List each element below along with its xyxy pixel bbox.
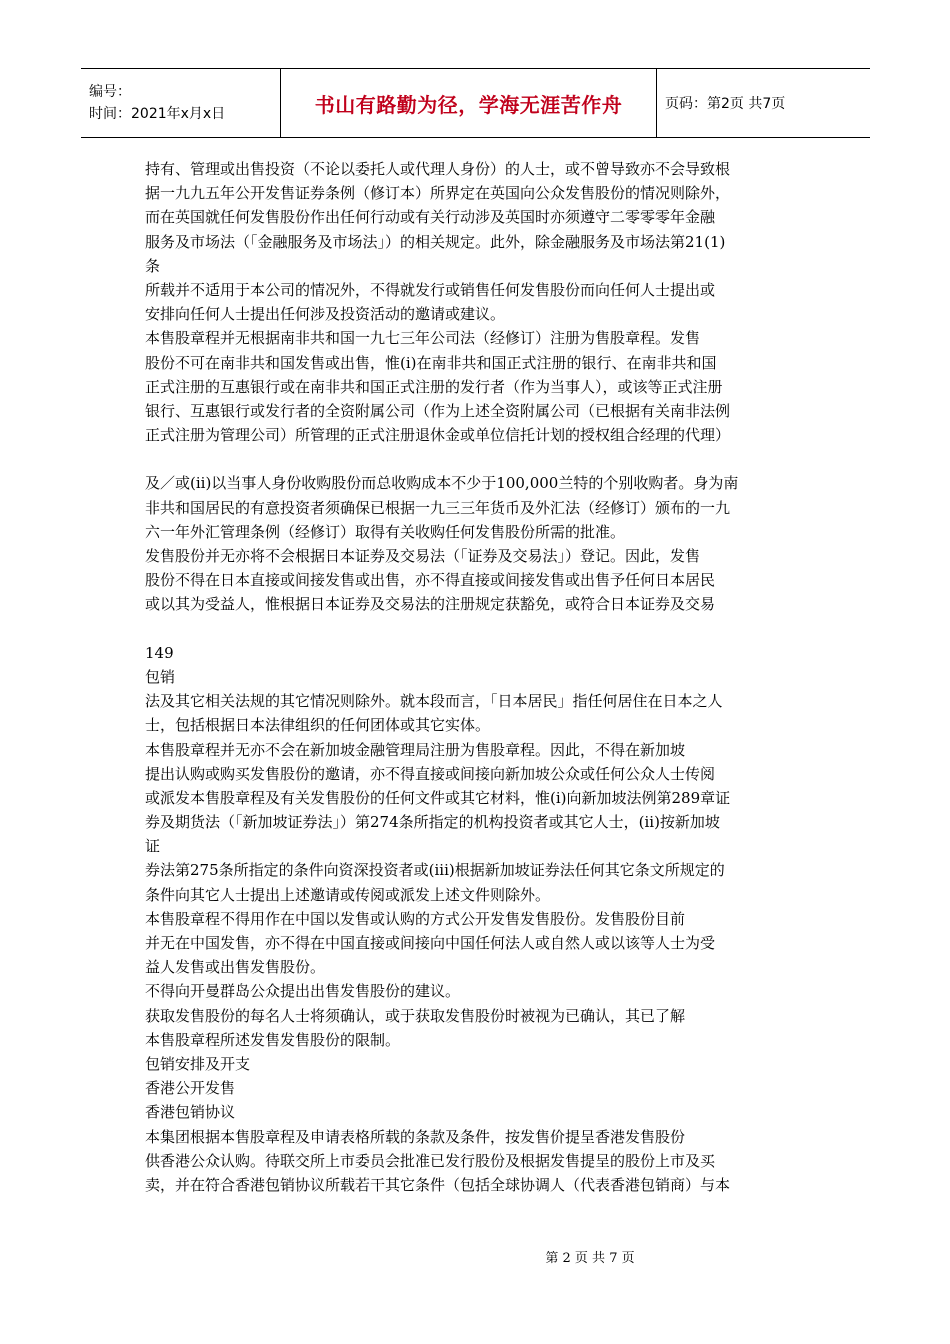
- body-line: 持有、管理或出售投资（不论以委托人或代理人身份）的人士，或不曾导致亦不会导致根: [145, 160, 731, 178]
- body-line: 股份不可在南非共和国发售或出售，惟(i)在南非共和国正式注册的银行、在南非共和国: [145, 353, 717, 372]
- body-line: 据一九九五年公开发售证券条例（修订本）所界定在英国向公众发售股份的情况则除外，: [145, 184, 731, 203]
- header-page-number: 页码：第2页 共7页: [665, 96, 786, 112]
- body-line: 服务及市场法（「金融服务及市场法」）的相关规定。此外，除金融服务及市场法第21(1): [145, 232, 726, 251]
- blank-line: [145, 447, 815, 471]
- blank-line: [145, 617, 815, 641]
- body-line: 包销: [145, 667, 176, 686]
- body-line: 包销安排及开支: [145, 1054, 251, 1073]
- body-line: 安排向任何人士提出任何涉及投资活动的邀请或建议。: [145, 305, 506, 324]
- page-footer: 第 2 页 共 7 页: [545, 1251, 635, 1266]
- body-line: 本售股章程并无根据南非共和国一九七三年公司法（经修订）注册为售股章程。发售: [145, 329, 701, 348]
- page-header: [81, 68, 870, 138]
- body-line: 及／或(ii)以当事人身份收购股份而总收购成本不少于100,000兰特的个别收购者。身为南: [145, 474, 739, 493]
- body-line: 银行、互惠银行或发行者的全资附属公司（作为上述全资附属公司（已根据有关南非法例: [145, 401, 731, 420]
- body-line: 条: [145, 256, 161, 275]
- document-body: [145, 157, 815, 1197]
- body-line: 供香港公众认购。待联交所上市委员会批准已发行股份及根据发售提呈的股份上市及买: [145, 1151, 716, 1170]
- body-line: 本售股章程不得用作在中国以发售或认购的方式公开发售发售股份。发售股份目前: [145, 909, 686, 928]
- body-line: 股份不得在日本直接或间接发售或出售，亦不得直接或间接发售或出售予任何日本居民: [145, 571, 716, 590]
- document-number-label: 编号：: [89, 84, 131, 100]
- body-line: 正式注册为管理公司）所管理的正式注册退休金或单位信托计划的授权组合经理的代理）: [145, 426, 731, 445]
- body-line: 士，包括根据日本法律组织的任何团体或其它实体。: [145, 716, 491, 735]
- body-line: 法及其它相关法规的其它情况则除外。就本段而言，「日本居民」指任何居住在日本之人: [145, 692, 723, 711]
- body-line: 正式注册的互惠银行或在南非共和国正式注册的发行者（作为当事人），或该等正式注册: [145, 377, 723, 396]
- body-line: 提出认购或购买发售股份的邀请，亦不得直接或间接向新加坡公众或任何公众人士传阅: [145, 764, 716, 783]
- body-line: 券法第275条所指定的条件向资深投资者或(iii)根据新加坡证券法任何其它条文所规定的: [145, 861, 725, 880]
- body-line: 香港包销协议: [145, 1103, 236, 1122]
- document-date-label: 时间：2021年x月x日: [89, 106, 226, 122]
- body-line: 或派发本售股章程及有关发售股份的任何文件或其它材料，惟(i)向新加坡法例第289章证: [145, 788, 731, 807]
- body-line: 而在英国就任何发售股份作出任何行动或有关行动涉及英国时亦须遵守二零零零年金融: [145, 208, 716, 227]
- body-line: 卖，并在符合香港包销协议所载若干其它条件（包括全球协调人（代表香港包销商）与本: [145, 1175, 731, 1194]
- body-line: 益人发售或出售发售股份。: [145, 958, 326, 977]
- body-line: 149: [145, 643, 174, 662]
- body-line: 并无在中国发售，亦不得在中国直接或间接向中国任何法人或自然人或以该等人士为受: [145, 934, 716, 952]
- header-motto: 书山有路勤为径，学海无涯苦作舟: [281, 69, 657, 137]
- body-line: 香港公开发售: [145, 1079, 236, 1098]
- body-line: 或以其为受益人，惟根据日本证券及交易法的注册规定获豁免，或符合日本证券及交易: [145, 595, 716, 614]
- body-line: 所载并不适用于本公司的情况外，不得就发行或销售任何发售股份而向任何人士提出或: [145, 280, 716, 299]
- body-line: 本售股章程所述发售发售股份的限制。: [145, 1030, 401, 1049]
- body-line: 获取发售股份的每名人士将须确认，或于获取发售股份时被视为已确认，其已了解: [145, 1006, 686, 1025]
- body-line: 本售股章程并无亦不会在新加坡金融管理局注册为售股章程。因此，不得在新加坡: [145, 740, 686, 759]
- body-line: 条件向其它人士提出上述邀请或传阅或派发上述文件则除外。: [145, 885, 551, 904]
- body-line: 六一年外汇管理条例（经修订）取得有关收购任何发售股份所需的批准。: [145, 522, 626, 541]
- body-line: 券及期货法（「新加坡证券法」）第274条所指定的机构投资者或其它人士，(ii)按新加坡: [145, 813, 720, 832]
- body-line: 非共和国居民的有意投资者须确保已根据一九三三年货币及外汇法（经修订）颁布的一九: [145, 498, 731, 517]
- body-line: 不得向开曼群岛公众提出出售发售股份的建议。: [145, 982, 461, 1001]
- header-meta: [81, 69, 281, 137]
- body-line: 本集团根据本售股章程及申请表格所载的条款及条件，按发售价提呈香港发售股份: [145, 1127, 686, 1146]
- body-line: 发售股份并无亦将不会根据日本证券及交易法（「证券及交易法」）登记。因此，发售: [145, 547, 701, 565]
- body-line: 证: [145, 837, 161, 856]
